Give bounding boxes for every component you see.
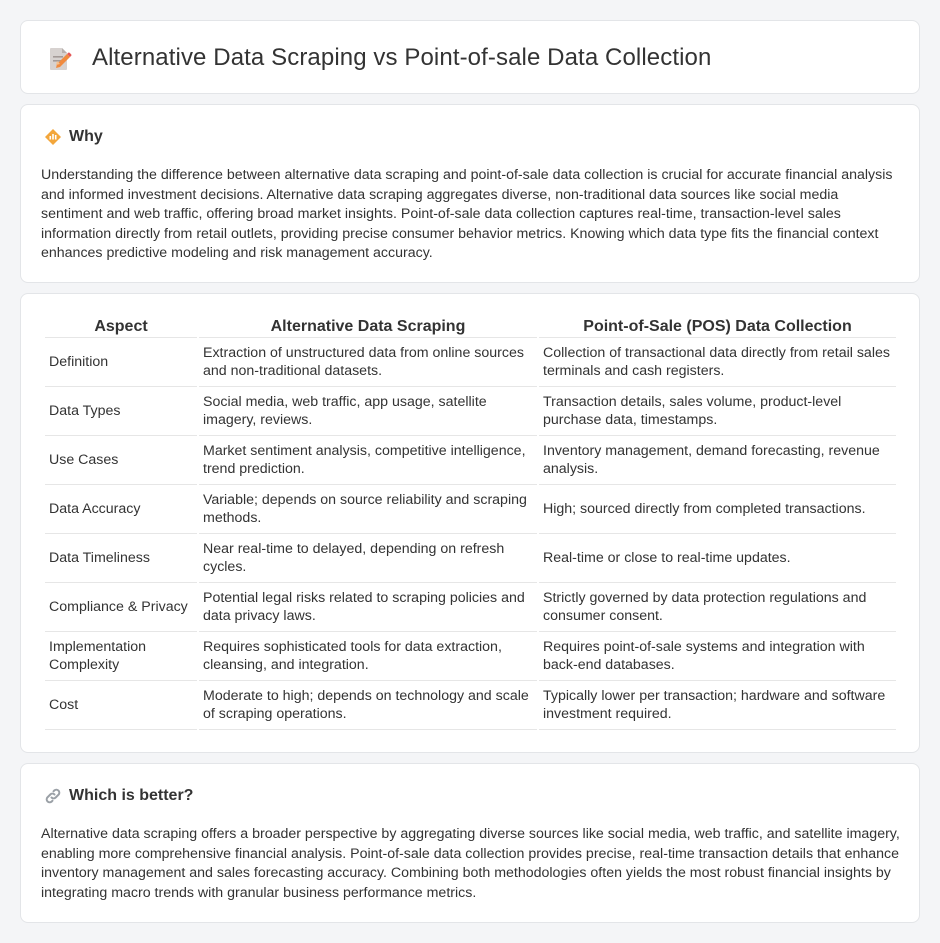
- diamond-signal-icon: [43, 127, 63, 147]
- table-row: [45, 485, 896, 534]
- header-card: [20, 20, 920, 94]
- pos-cell: Transaction details, sales volume, product-level purchase data, timestamps.: [539, 387, 896, 436]
- aspect-cell: Cost: [45, 681, 197, 730]
- alt-cell: Market sentiment analysis, competitive intelligence, trend prediction.: [199, 436, 537, 485]
- table-header-row: [45, 316, 896, 338]
- better-heading: Which is better?: [69, 787, 194, 804]
- pos-cell: Real-time or close to real-time updates.: [539, 534, 896, 583]
- which-better-section: [20, 763, 920, 923]
- pos-cell: Typically lower per transaction; hardware and software investment required.: [539, 681, 896, 730]
- aspect-cell: Data Timeliness: [45, 534, 197, 583]
- alt-cell: Moderate to high; depends on technology and scale of scraping operations.: [199, 681, 537, 730]
- table-row: [45, 534, 896, 583]
- aspect-cell: Implementation Complexity: [45, 632, 197, 681]
- alt-cell: Variable; depends on source reliability and scraping methods.: [199, 485, 537, 534]
- aspect-cell: Compliance & Privacy: [45, 583, 197, 632]
- better-body: Alternative data scraping offers a broader perspective by aggregating diverse sources like social media, web traffic, and satellite imagery, enabling more comprehensive financial analysis. Point-of-sale data collection provides precise, real-time transaction details that enhance inventory management and sales forecasting accuracy. Combining both methodologies often yields the most robust financial insights by integrating macro trends with granular business performance metrics.: [41, 826, 900, 901]
- why-heading-row: [43, 127, 103, 147]
- table-row: [45, 387, 896, 436]
- pos-cell: Inventory management, demand forecasting, revenue analysis.: [539, 436, 896, 485]
- aspect-cell: Data Accuracy: [45, 485, 197, 534]
- why-body: Understanding the difference between alternative data scraping and point-of-sale data collection is crucial for accurate financial analysis and informed investment decisions. Alternative data scraping aggregates diverse, non-traditional data sources like social media sentiment and web traffic, offering broad market insights. Point-of-sale data collection captures real-time, transaction-level sales information directly from retail outlets, providing precise consumer behavior metrics. Knowing which data type fits the financial context enhances predictive modeling and risk management accuracy.: [41, 167, 893, 262]
- link-icon: [43, 786, 63, 806]
- table-row: [45, 681, 896, 730]
- header-aspect: Aspect: [45, 316, 197, 338]
- alt-cell: Social media, web traffic, app usage, satellite imagery, reviews.: [199, 387, 537, 436]
- comparison-table: [43, 316, 898, 730]
- table-row: [45, 632, 896, 681]
- why-heading: Why: [69, 128, 103, 145]
- alt-cell: Near real-time to delayed, depending on refresh cycles.: [199, 534, 537, 583]
- table-row: [45, 338, 896, 387]
- table-row: [45, 436, 896, 485]
- aspect-cell: Data Types: [45, 387, 197, 436]
- header-alternative: Alternative Data Scraping: [199, 316, 537, 338]
- why-section: [20, 104, 920, 283]
- pos-cell: Strictly governed by data protection regulations and consumer consent.: [539, 583, 896, 632]
- aspect-cell: Definition: [45, 338, 197, 387]
- alt-cell: Potential legal risks related to scraping policies and data privacy laws.: [199, 583, 537, 632]
- header-pos: Point-of-Sale (POS) Data Collection: [539, 316, 896, 338]
- alt-cell: Extraction of unstructured data from online sources and non-traditional datasets.: [199, 338, 537, 387]
- alt-cell: Requires sophisticated tools for data extraction, cleansing, and integration.: [199, 632, 537, 681]
- page-title: Alternative Data Scraping vs Point-of-sale Data Collection: [92, 44, 712, 71]
- comparison-section: [20, 293, 920, 753]
- pos-cell: High; sourced directly from completed transactions.: [539, 485, 896, 534]
- document-pencil-icon: [47, 45, 73, 73]
- better-heading-row: [43, 786, 193, 806]
- pos-cell: Collection of transactional data directly from retail sales terminals and cash registers.: [539, 338, 896, 387]
- pos-cell: Requires point-of-sale systems and integration with back-end databases.: [539, 632, 896, 681]
- table-row: [45, 583, 896, 632]
- aspect-cell: Use Cases: [45, 436, 197, 485]
